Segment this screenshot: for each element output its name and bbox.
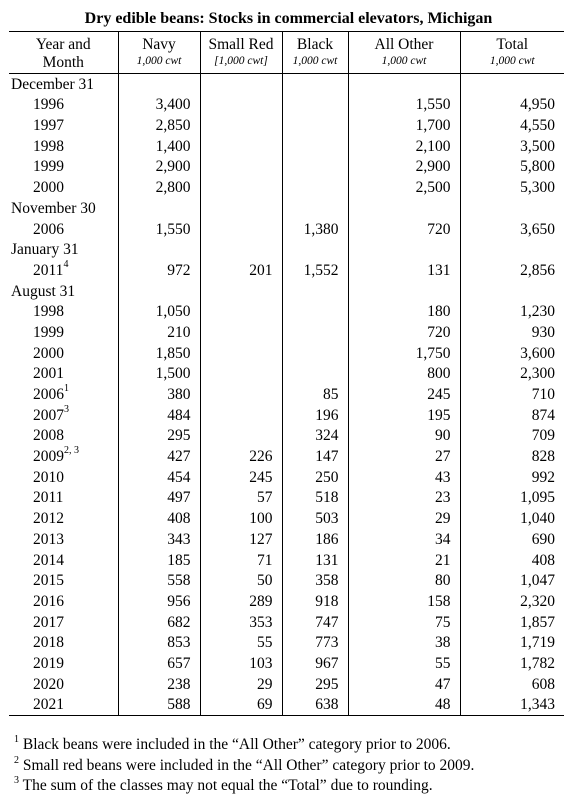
navy-cell: 408 <box>118 508 200 529</box>
header-year-month <box>9 32 118 74</box>
navy-cell: 343 <box>118 529 200 550</box>
header-total-label: Total <box>496 36 529 53</box>
navy-cell: 588 <box>118 695 200 716</box>
small-red-cell <box>200 343 282 364</box>
empty-cell <box>348 198 460 219</box>
empty-cell <box>460 240 564 261</box>
black-cell: 1,552 <box>282 260 348 281</box>
footnote-ref: 4 <box>63 258 69 270</box>
table-row <box>9 612 564 633</box>
small-red-cell: 100 <box>200 508 282 529</box>
header-black-unit: 1,000 cwt <box>292 55 338 67</box>
navy-cell: 454 <box>118 467 200 488</box>
all-other-cell: 43 <box>348 467 460 488</box>
group-row <box>9 198 564 219</box>
year-value: 2000 <box>33 179 64 197</box>
total-cell: 930 <box>460 322 564 343</box>
year-cell <box>9 467 118 488</box>
small-red-cell: 127 <box>200 529 282 550</box>
total-cell: 5,300 <box>460 177 564 198</box>
year-cell <box>9 633 118 654</box>
total-cell: 2,300 <box>460 364 564 385</box>
all-other-cell: 2,100 <box>348 136 460 157</box>
table-row <box>9 384 564 405</box>
header-row <box>9 32 564 74</box>
black-cell <box>282 343 348 364</box>
footnote-mark: 3 <box>14 775 19 786</box>
navy-cell: 2,850 <box>118 115 200 136</box>
small-red-cell: 245 <box>200 467 282 488</box>
year-value: 2018 <box>33 634 64 652</box>
year-cell <box>9 488 118 509</box>
all-other-cell: 34 <box>348 529 460 550</box>
black-cell: 967 <box>282 653 348 674</box>
total-cell: 5,800 <box>460 157 564 178</box>
year-cell <box>9 591 118 612</box>
year-cell <box>9 322 118 343</box>
black-cell <box>282 322 348 343</box>
empty-cell <box>282 74 348 95</box>
navy-cell: 853 <box>118 633 200 654</box>
all-other-cell: 800 <box>348 364 460 385</box>
small-red-cell: 29 <box>200 674 282 695</box>
black-cell: 747 <box>282 612 348 633</box>
empty-cell <box>348 74 460 95</box>
empty-cell <box>118 198 200 219</box>
header-navy-unit: 1,000 cwt <box>136 55 182 67</box>
group-row <box>9 240 564 261</box>
header-small-red-label: Small Red <box>208 36 274 53</box>
year-cell <box>9 157 118 178</box>
header-navy <box>118 32 200 74</box>
small-red-cell: 201 <box>200 260 282 281</box>
group-label: December 31 <box>11 75 95 93</box>
footnote-text: Small red beans were included in the “All Other” category prior to 2009. <box>22 756 475 774</box>
navy-cell: 380 <box>118 384 200 405</box>
empty-cell <box>118 240 200 261</box>
table-row <box>9 653 564 674</box>
table-row <box>9 695 564 716</box>
total-cell: 828 <box>460 446 564 467</box>
black-cell <box>282 302 348 323</box>
year-cell <box>9 136 118 157</box>
year-value: 2014 <box>33 551 64 569</box>
small-red-cell <box>200 426 282 447</box>
table-row <box>9 591 564 612</box>
navy-cell: 657 <box>118 653 200 674</box>
year-value: 2006 <box>33 386 64 403</box>
small-red-cell: 55 <box>200 633 282 654</box>
all-other-cell: 2,900 <box>348 157 460 178</box>
footnote <box>14 776 569 797</box>
year-cell <box>9 219 118 240</box>
year-value: 2019 <box>33 654 64 672</box>
small-red-cell: 226 <box>200 446 282 467</box>
year-value: 2009 <box>33 448 64 466</box>
table-row <box>9 260 564 281</box>
total-cell: 3,500 <box>460 136 564 157</box>
header-navy-label: Navy <box>142 36 176 53</box>
black-cell <box>282 136 348 157</box>
navy-cell: 427 <box>118 446 200 467</box>
table-row <box>9 426 564 447</box>
year-value: 2011 <box>33 489 64 507</box>
year-cell <box>9 343 118 364</box>
small-red-cell <box>200 405 282 426</box>
black-cell: 358 <box>282 571 348 592</box>
total-cell: 1,857 <box>460 612 564 633</box>
year-value: 2011 <box>33 261 64 279</box>
table-row <box>9 405 564 426</box>
table-row <box>9 115 564 136</box>
header-black <box>282 32 348 74</box>
all-other-cell: 23 <box>348 488 460 509</box>
footnote-ref: 2, 3 <box>64 445 79 457</box>
navy-cell: 1,500 <box>118 364 200 385</box>
year-value: 2006 <box>33 220 64 238</box>
navy-cell: 1,550 <box>118 219 200 240</box>
black-cell: 131 <box>282 550 348 571</box>
year-cell <box>9 115 118 136</box>
table-body <box>9 74 564 716</box>
empty-cell <box>200 198 282 219</box>
total-cell: 1,047 <box>460 571 564 592</box>
year-cell <box>9 695 118 716</box>
total-cell: 3,600 <box>460 343 564 364</box>
empty-cell <box>460 74 564 95</box>
navy-cell: 497 <box>118 488 200 509</box>
empty-cell <box>200 240 282 261</box>
empty-cell <box>460 281 564 302</box>
black-cell <box>282 177 348 198</box>
small-red-cell: 353 <box>200 612 282 633</box>
year-cell <box>9 550 118 571</box>
year-cell <box>9 364 118 385</box>
footnotes <box>14 735 569 797</box>
small-red-cell <box>200 302 282 323</box>
table-row <box>9 136 564 157</box>
navy-cell: 2,800 <box>118 177 200 198</box>
year-value: 2016 <box>33 592 64 610</box>
small-red-cell: 103 <box>200 653 282 674</box>
footnote-ref: 1 <box>64 383 69 394</box>
all-other-cell: 38 <box>348 633 460 654</box>
year-cell <box>9 571 118 592</box>
black-cell: 503 <box>282 508 348 529</box>
navy-cell: 2,900 <box>118 157 200 178</box>
total-cell: 608 <box>460 674 564 695</box>
year-cell <box>9 508 118 529</box>
total-cell: 1,040 <box>460 508 564 529</box>
year-value: 2008 <box>33 427 64 445</box>
small-red-cell: 50 <box>200 571 282 592</box>
all-other-cell: 29 <box>348 508 460 529</box>
year-value: 1998 <box>33 303 64 321</box>
all-other-cell: 90 <box>348 426 460 447</box>
empty-cell <box>118 281 200 302</box>
total-cell: 2,856 <box>460 260 564 281</box>
small-red-cell <box>200 384 282 405</box>
small-red-cell <box>200 115 282 136</box>
year-cell <box>9 177 118 198</box>
small-red-cell <box>200 95 282 116</box>
black-cell: 147 <box>282 446 348 467</box>
navy-cell: 682 <box>118 612 200 633</box>
year-cell <box>9 653 118 674</box>
black-cell: 918 <box>282 591 348 612</box>
black-cell: 250 <box>282 467 348 488</box>
navy-cell: 295 <box>118 426 200 447</box>
navy-cell: 1,850 <box>118 343 200 364</box>
navy-cell: 1,050 <box>118 302 200 323</box>
total-cell: 709 <box>460 426 564 447</box>
total-cell: 408 <box>460 550 564 571</box>
table-row <box>9 508 564 529</box>
year-cell <box>9 426 118 447</box>
group-row <box>9 281 564 302</box>
header-all-other-unit: 1,000 cwt <box>381 55 427 67</box>
empty-cell <box>282 198 348 219</box>
all-other-cell: 2,500 <box>348 177 460 198</box>
year-cell <box>9 446 118 467</box>
table-row <box>9 322 564 343</box>
year-value: 2000 <box>33 344 64 362</box>
empty-cell <box>200 281 282 302</box>
year-cell <box>9 405 118 426</box>
total-cell: 874 <box>460 405 564 426</box>
empty-cell <box>460 198 564 219</box>
table-row <box>9 571 564 592</box>
year-value: 2017 <box>33 613 64 631</box>
table-row <box>9 674 564 695</box>
black-cell: 518 <box>282 488 348 509</box>
year-value: 2013 <box>33 530 64 548</box>
navy-cell: 484 <box>118 405 200 426</box>
navy-cell: 210 <box>118 322 200 343</box>
year-cell <box>9 260 118 281</box>
total-cell: 1,782 <box>460 653 564 674</box>
small-red-cell: 57 <box>200 488 282 509</box>
header-total-unit: 1,000 cwt <box>489 55 535 67</box>
header-small-red-unit: [1,000 cwt] <box>214 55 268 67</box>
header-all-other-label: All Other <box>374 36 434 53</box>
navy-cell: 1,400 <box>118 136 200 157</box>
year-value: 2010 <box>33 468 64 486</box>
black-cell: 773 <box>282 633 348 654</box>
all-other-cell: 47 <box>348 674 460 695</box>
stocks-table <box>9 31 564 716</box>
all-other-cell: 245 <box>348 384 460 405</box>
header-year-month-line2: Month <box>42 54 84 71</box>
footnote <box>14 756 569 777</box>
small-red-cell: 69 <box>200 695 282 716</box>
header-all-other <box>348 32 460 74</box>
small-red-cell <box>200 177 282 198</box>
all-other-cell: 195 <box>348 405 460 426</box>
black-cell: 324 <box>282 426 348 447</box>
total-cell: 4,550 <box>460 115 564 136</box>
all-other-cell: 158 <box>348 591 460 612</box>
all-other-cell: 80 <box>348 571 460 592</box>
header-black-label: Black <box>296 36 334 53</box>
empty-cell <box>118 74 200 95</box>
small-red-cell <box>200 364 282 385</box>
black-cell <box>282 115 348 136</box>
total-cell: 992 <box>460 467 564 488</box>
group-label: November 30 <box>11 199 96 217</box>
small-red-cell: 289 <box>200 591 282 612</box>
navy-cell: 956 <box>118 591 200 612</box>
black-cell <box>282 364 348 385</box>
total-cell: 1,719 <box>460 633 564 654</box>
total-cell: 710 <box>460 384 564 405</box>
group-label: January 31 <box>11 241 79 259</box>
black-cell <box>282 95 348 116</box>
small-red-cell <box>200 136 282 157</box>
group-row <box>9 74 564 95</box>
table-row <box>9 343 564 364</box>
table-row <box>9 529 564 550</box>
all-other-cell: 1,550 <box>348 95 460 116</box>
year-cell <box>9 529 118 550</box>
empty-cell <box>348 240 460 261</box>
total-cell: 4,950 <box>460 95 564 116</box>
year-value: 2001 <box>33 365 64 383</box>
small-red-cell: 71 <box>200 550 282 571</box>
small-red-cell <box>200 219 282 240</box>
footnote-ref: 3 <box>64 403 69 415</box>
header-small-red <box>200 32 282 74</box>
empty-cell <box>282 281 348 302</box>
footnote-text: Black beans were included in the “All Other” category prior to 2006. <box>22 736 451 753</box>
year-cell <box>9 95 118 116</box>
year-cell <box>9 612 118 633</box>
navy-cell: 3,400 <box>118 95 200 116</box>
total-cell: 2,320 <box>460 591 564 612</box>
footnote-text: The sum of the classes may not equal the “Total” due to rounding. <box>22 777 433 794</box>
year-value: 1998 <box>33 137 64 155</box>
table-row <box>9 633 564 654</box>
footnote-mark: 1 <box>14 734 19 745</box>
table-row <box>9 177 564 198</box>
all-other-cell: 1,700 <box>348 115 460 136</box>
table-row <box>9 219 564 240</box>
year-cell <box>9 384 118 405</box>
all-other-cell: 720 <box>348 322 460 343</box>
year-value: 1996 <box>33 96 64 114</box>
black-cell <box>282 157 348 178</box>
total-cell: 1,343 <box>460 695 564 716</box>
table-row <box>9 95 564 116</box>
year-value: 2020 <box>33 675 64 693</box>
year-value: 1999 <box>33 323 64 341</box>
navy-cell: 972 <box>118 260 200 281</box>
total-cell: 3,650 <box>460 219 564 240</box>
all-other-cell: 75 <box>348 612 460 633</box>
all-other-cell: 180 <box>348 302 460 323</box>
table-row <box>9 488 564 509</box>
table-row <box>9 302 564 323</box>
table-row <box>9 364 564 385</box>
small-red-cell <box>200 322 282 343</box>
black-cell: 85 <box>282 384 348 405</box>
group-label: August 31 <box>11 282 76 300</box>
year-value: 2015 <box>33 572 64 590</box>
small-red-cell <box>200 157 282 178</box>
total-cell: 1,095 <box>460 488 564 509</box>
navy-cell: 558 <box>118 571 200 592</box>
year-value: 2021 <box>33 696 64 714</box>
year-cell <box>9 674 118 695</box>
all-other-cell: 27 <box>348 446 460 467</box>
year-value: 2012 <box>33 510 64 528</box>
table-row <box>9 157 564 178</box>
black-cell: 186 <box>282 529 348 550</box>
header-year-month-line1: Year and <box>35 36 91 53</box>
all-other-cell: 720 <box>348 219 460 240</box>
navy-cell: 185 <box>118 550 200 571</box>
black-cell: 295 <box>282 674 348 695</box>
all-other-cell: 21 <box>348 550 460 571</box>
header-total <box>460 32 564 74</box>
black-cell: 1,380 <box>282 219 348 240</box>
total-cell: 1,230 <box>460 302 564 323</box>
year-value: 1999 <box>33 158 64 176</box>
black-cell: 638 <box>282 695 348 716</box>
empty-cell <box>282 240 348 261</box>
all-other-cell: 55 <box>348 653 460 674</box>
navy-cell: 238 <box>118 674 200 695</box>
year-cell <box>9 302 118 323</box>
empty-cell <box>348 281 460 302</box>
all-other-cell: 48 <box>348 695 460 716</box>
table-row <box>9 467 564 488</box>
table-title: Dry edible beans: Stocks in commercial elevators, Michigan <box>84 10 493 27</box>
table-row <box>9 550 564 571</box>
year-value: 1997 <box>33 117 64 135</box>
total-cell: 690 <box>460 529 564 550</box>
year-value: 2007 <box>33 406 64 424</box>
empty-cell <box>200 74 282 95</box>
all-other-cell: 1,750 <box>348 343 460 364</box>
footnote-mark: 2 <box>14 754 19 766</box>
black-cell: 196 <box>282 405 348 426</box>
table-header <box>9 32 564 74</box>
table-row <box>9 446 564 467</box>
footnote <box>14 735 569 756</box>
all-other-cell: 131 <box>348 260 460 281</box>
